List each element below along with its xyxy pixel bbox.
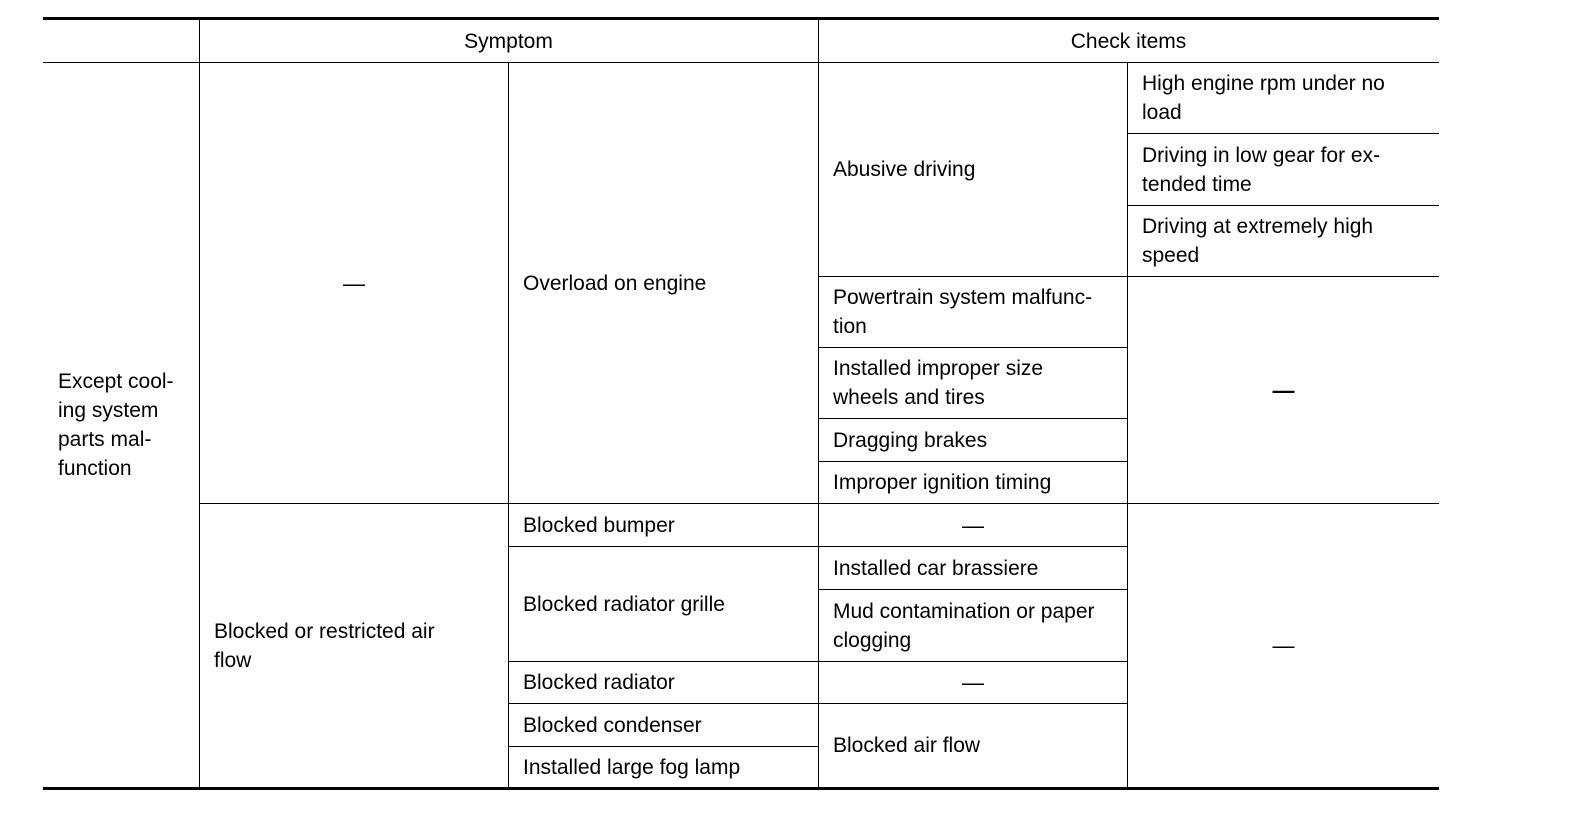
blocked-radiator: Blocked radiator bbox=[523, 671, 675, 694]
abusive-driving: Abusive driving bbox=[833, 158, 976, 181]
blocked-bumper: Blocked bumper bbox=[523, 513, 675, 537]
table-bottom-rule bbox=[43, 787, 1439, 790]
category-label: Except cool- ing system parts mal- function bbox=[58, 370, 174, 480]
blocked-restricted-air-flow: Blocked or restricted air flow bbox=[214, 619, 435, 672]
check-high-speed: Driving at extremely high speed bbox=[1142, 215, 1374, 267]
blocked-air-flow: Blocked air flow bbox=[833, 734, 981, 757]
header-symptom: Symptom bbox=[464, 29, 553, 53]
check-ignition-timing: Improper ignition timing bbox=[833, 471, 1052, 494]
check-dragging-brakes: Dragging brakes bbox=[833, 428, 988, 452]
blocked-condenser: Blocked condenser bbox=[523, 713, 702, 737]
bumper-check-dash: — bbox=[962, 512, 984, 538]
check-powertrain: Powertrain system malfunc- tion bbox=[833, 286, 1093, 338]
installed-large-fog-lamp: Installed large fog lamp bbox=[523, 755, 741, 779]
overload-other-dash: — bbox=[1272, 377, 1295, 403]
check-low-gear: Driving in low gear for ex- tended time bbox=[1142, 143, 1381, 196]
blocked-radiator-grille: Blocked radiator grille bbox=[523, 592, 725, 616]
airflow-other-dash: — bbox=[1272, 633, 1295, 658]
overload-on-engine: Overload on engine bbox=[523, 271, 707, 295]
category-except-cooling bbox=[44, 63, 199, 787]
radiator-check-dash: — bbox=[962, 670, 984, 695]
mud-contamination: Mud contamination or paper clogging bbox=[833, 599, 1095, 652]
installed-car-brassiere: Installed car brassiere bbox=[833, 556, 1039, 580]
check-wheels-tires: Installed improper size wheels and tires bbox=[833, 357, 1044, 409]
overload-symptom-dash: — bbox=[343, 270, 365, 296]
header-check-items: Check items bbox=[1070, 29, 1187, 53]
check-high-rpm: High engine rpm under no load bbox=[1142, 72, 1385, 124]
